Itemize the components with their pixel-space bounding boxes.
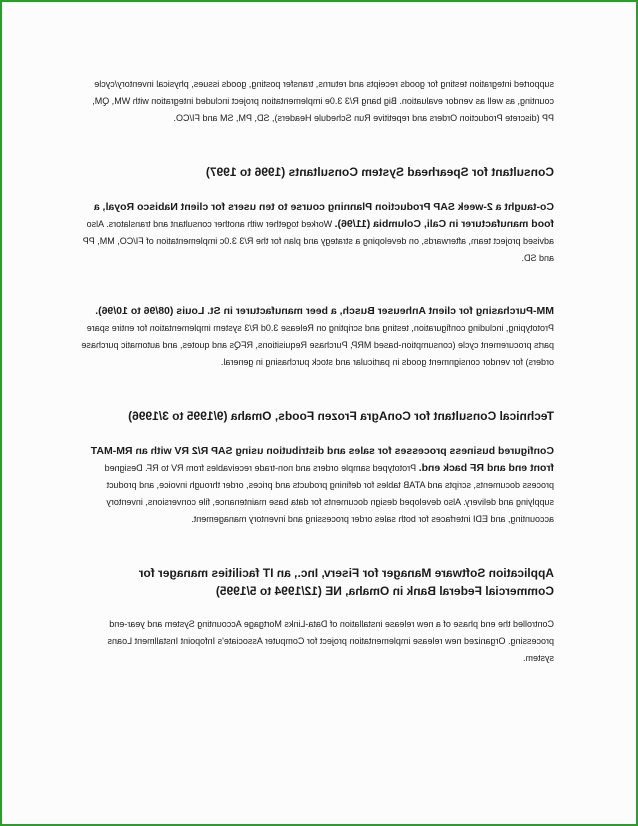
intro-paragraph [80,76,554,127]
paragraph-fiserv [80,616,554,667]
paragraph-body-fiserv: Controlled the end phase of a new release installation of Data-Links Mortgage Accounting System and year-end processing. Organized new release implementation project for Computer Associate's Infopoint Installment Loans system. [107,619,554,663]
paragraph-body-anheuser: Prototyping, including configuration, testing and scripting on Release 3.0d R/3 system implementation for entire spare parts procurement cycle (consumption-based MRP, Purchase Requisitions, RFQs and quotes, and automatic purchase orders) for vendor consignment goods in particular and stock purchasing in general. [81,323,554,367]
paragraph-body-nabisco: Worked together with another consultant and translators. Also advised project team, afterwards, on developing a strategy and plan for the R/3 3.0c implementation of FI/CO, MM, PP and SD. [82,219,554,263]
paragraph-conagra [80,443,554,528]
paragraph-body-conagra: Prototyped sample orders and non-trade receivables from RV to RF. Designed process documents, scripts and ATAB tables for defining products and prices, order through invoice, and product supplying and delivery. Also developed design documents for data base maintenance, file conversions, inventory accounting, and EDI interfaces for both sales order processing and inventory management. [104,463,554,524]
paragraph-nabisco [80,199,554,267]
section-heading-spearhead: Consultant for Spearhead System Consultants (1996 to 1997) [205,165,554,179]
resume-content [80,76,554,667]
paragraph-anheuser [80,303,554,371]
paragraph-lead-anheuser: MM-Purchasing for client Anheuser Busch, a beer manufacturer in St. Louis (08/96 to 10/96). [95,305,554,317]
section-heading-conagra: Technical Consultant for ConAgra Frozen Foods, Omaha (9/1995 to 3/1996) [128,409,554,423]
intro-text: supported integration testing for goods receipts and returns, transfer posting, goods issues, physical inventory/cycle counting, as well as vendor evaluation. Big bang R/3 3.0e implementation project included integration with WM, QM, PP (discrete Production Orders and repetitive Run Schedule Headers), SD, PM, SM and FI/CO. [92,79,554,123]
resume-page [2,2,636,824]
paragraph-lead-conagra: Configured business processes for sales and distribution using SAP R/2 RV with an RM-MAT front end and RF back end. [90,445,554,474]
paragraph-lead-nabisco: Co-taught a 2-week SAP Production Planning course to ten users for client Nabisco Royal, a food manufacturer in Cali, Columbia (11/96). [93,201,554,230]
section-heading-fiserv: Application Software Manager for Fiserv, Inc., an IT facilities manager for Commercial Federal Bank in Omaha, NE (12/1994 to 5/1995) [138,566,554,598]
